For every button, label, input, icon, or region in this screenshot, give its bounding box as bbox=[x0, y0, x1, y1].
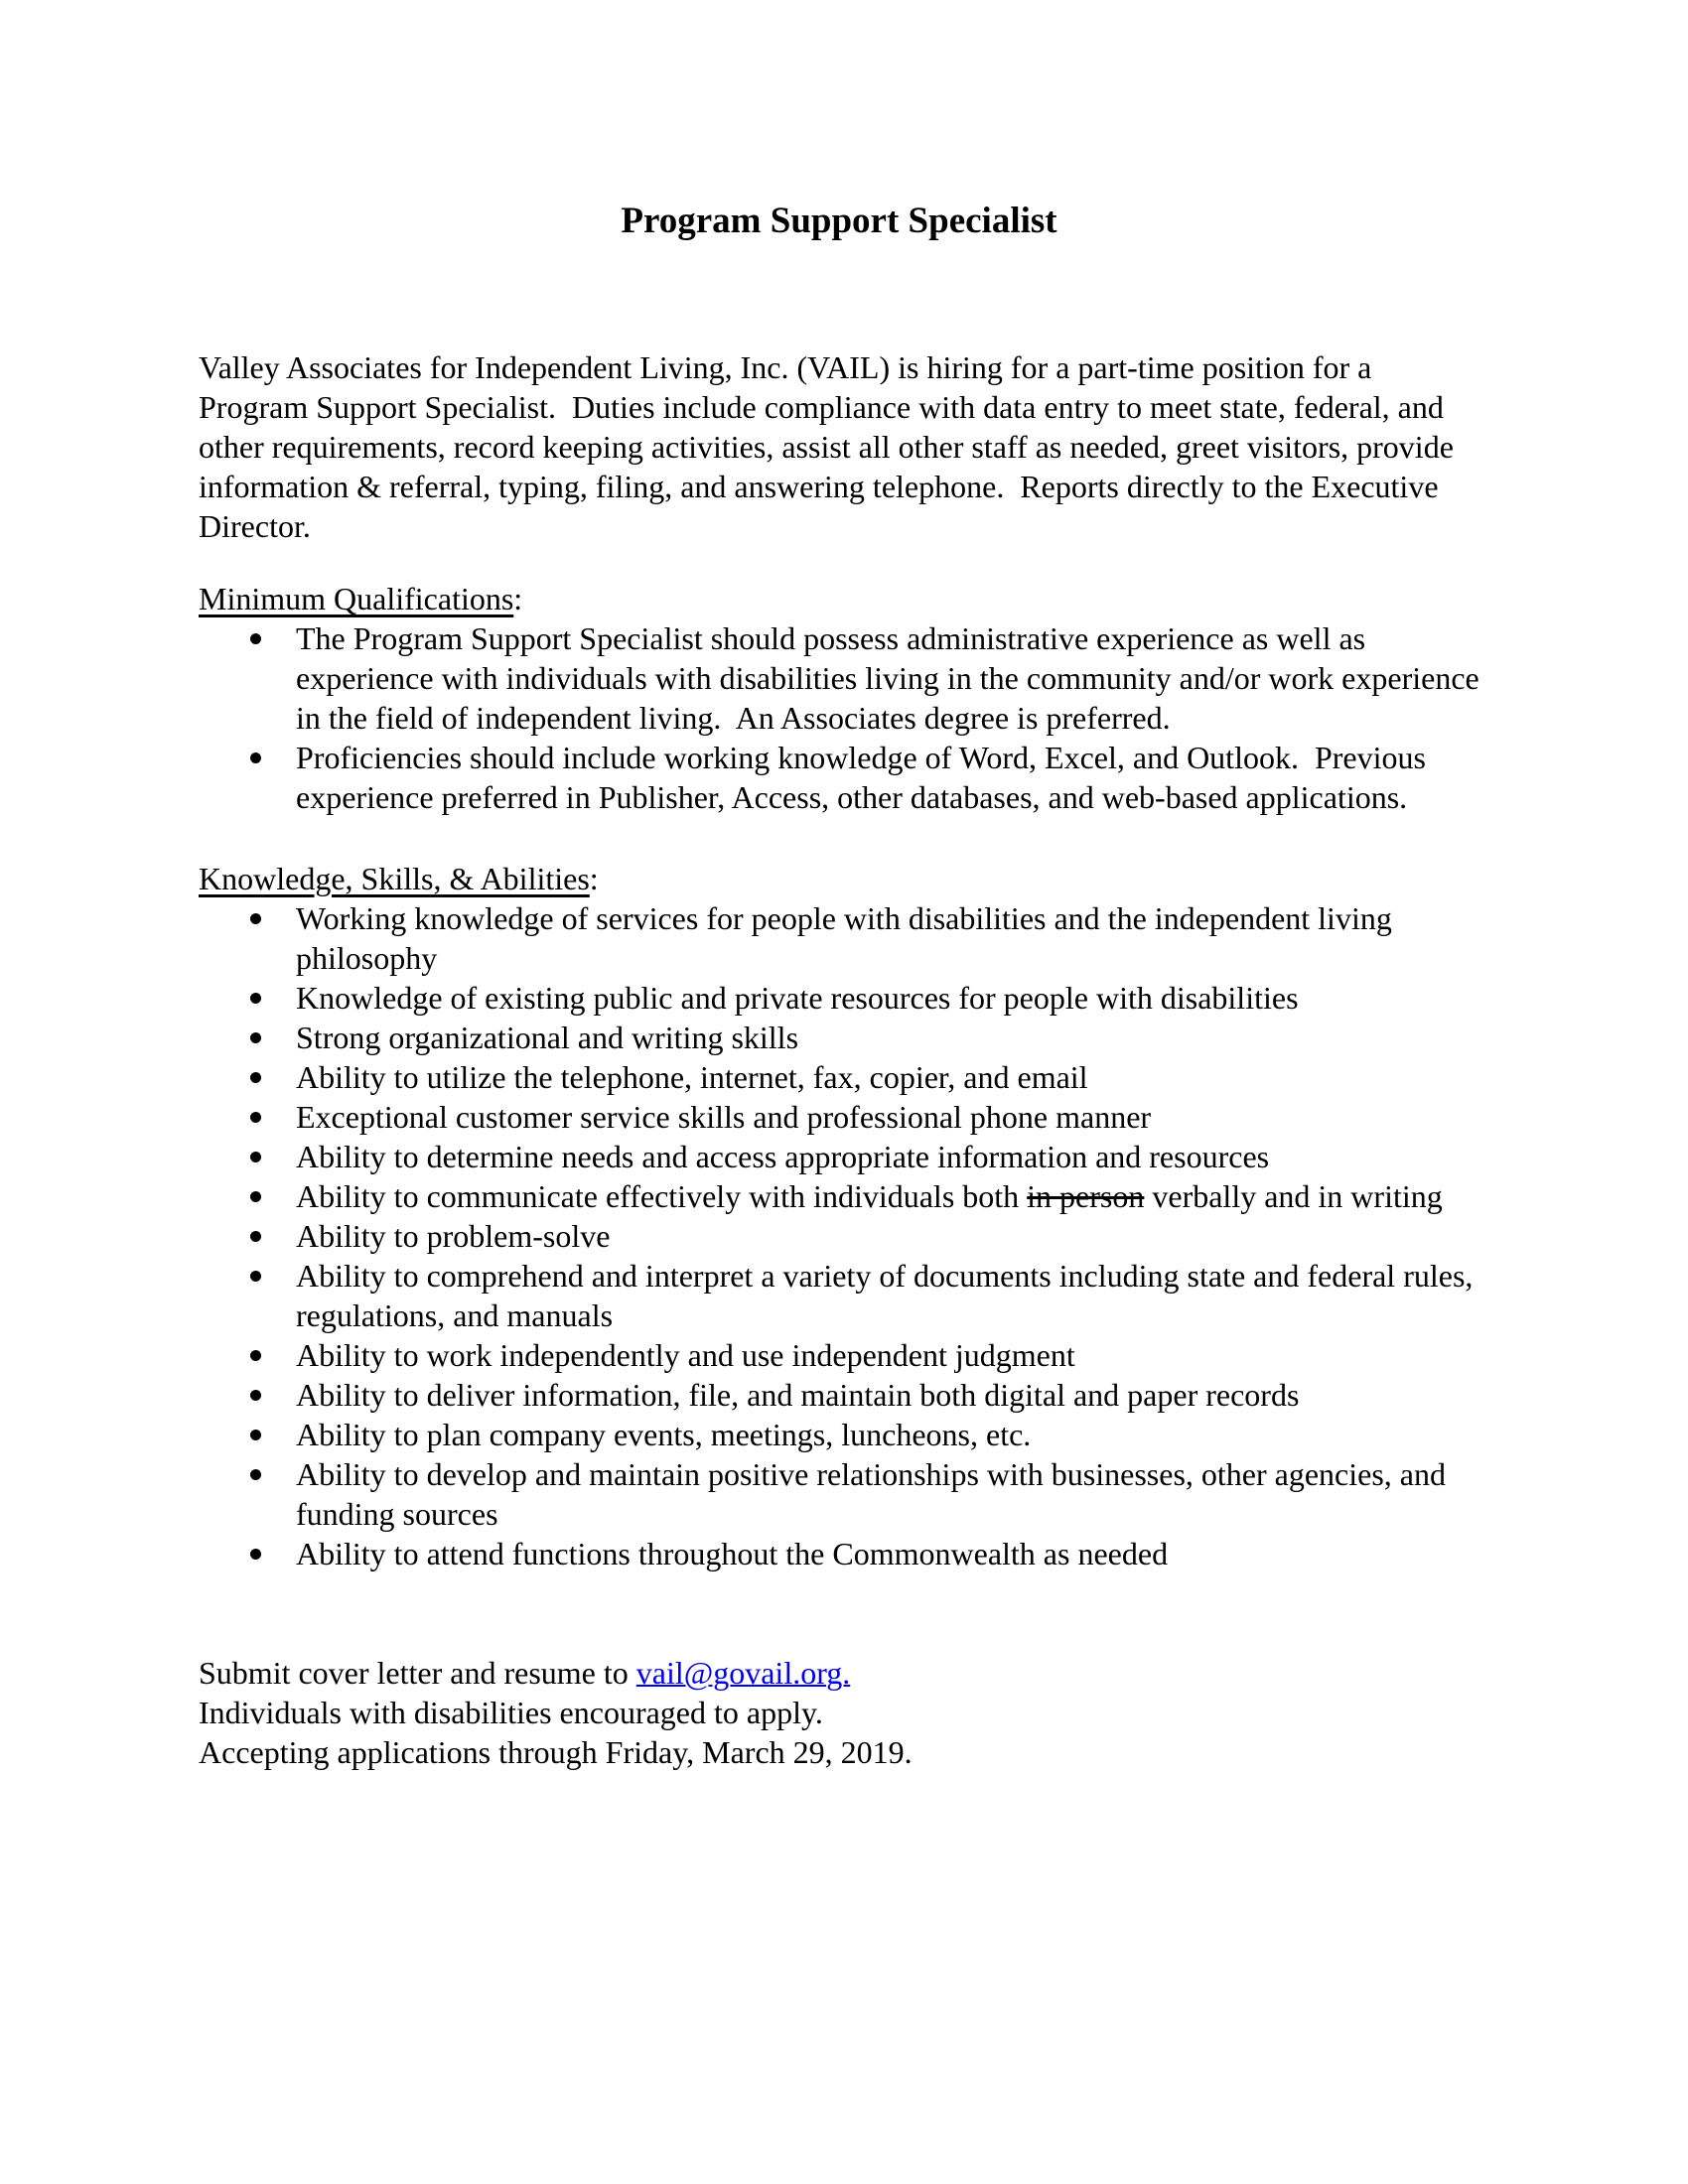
text-segment: The Program Support Specialist should possess administrative experience as well as experience with individuals with disabilities living in the community and/or work experience in the field of independent living. An Associates degree is preferred. bbox=[296, 620, 1487, 736]
text-segment: verbally and in writing bbox=[1144, 1178, 1443, 1214]
text-segment: Exceptional customer service skills and professional phone manner bbox=[296, 1099, 1152, 1135]
bullet-icon bbox=[250, 1112, 261, 1123]
bullet-text bbox=[296, 740, 1434, 815]
text-segment: Strong organizational and writing skills bbox=[296, 1020, 799, 1055]
bullet-icon bbox=[250, 1549, 261, 1560]
list-item bbox=[199, 1454, 1479, 1534]
bullet-text bbox=[296, 1258, 1480, 1333]
list-item bbox=[199, 1375, 1479, 1415]
section-heading-text: Minimum Qualifications bbox=[199, 581, 514, 616]
bullet-icon bbox=[250, 1072, 261, 1083]
text-segment: Ability to deliver information, file, and maintain both digital and paper records bbox=[296, 1377, 1300, 1413]
text-segment: Ability to work independently and use independent judgment bbox=[296, 1337, 1075, 1373]
bullet-text bbox=[296, 620, 1487, 736]
list-item bbox=[199, 898, 1479, 978]
intro-paragraph: Valley Associates for Independent Living, Inc. (VAIL) is hiring for a part-time position for a Program Support Specialist. Duties include compliance with data entry to meet state, federal, and other requirements, record keeping activities, assist all other staff as needed, greet visitors, provide information & referral, typing, filing, and answering telephone. Reports directly to the Executive Director. bbox=[199, 349, 1462, 544]
section-heading-text: Knowledge, Skills, & Abilities bbox=[199, 861, 590, 896]
list-item bbox=[199, 738, 1479, 817]
text-segment: Ability to plan company events, meetings, luncheons, etc. bbox=[296, 1417, 1032, 1452]
list-item bbox=[199, 1097, 1479, 1137]
bullet-icon bbox=[250, 1430, 261, 1440]
bullet-icon bbox=[250, 993, 261, 1004]
bullet-icon bbox=[250, 1032, 261, 1043]
list-item bbox=[199, 618, 1487, 738]
submit-line-text: Submit cover letter and resume to bbox=[199, 1655, 636, 1691]
section-heading bbox=[199, 579, 1479, 618]
list-item bbox=[199, 1534, 1479, 1573]
bullet-icon bbox=[250, 1271, 261, 1282]
list-item bbox=[199, 1057, 1479, 1097]
list-item bbox=[199, 1415, 1479, 1454]
list-item bbox=[199, 978, 1479, 1018]
list-item bbox=[199, 1335, 1479, 1375]
text-segment: Proficiencies should include working knowledge of Word, Excel, and Outlook. Previous experience preferred in Publisher, Access, other databases, and web-based applications. bbox=[296, 740, 1434, 815]
disabilities-encouraged-line: Individuals with disabilities encouraged to apply. bbox=[199, 1695, 823, 1730]
bullet-list bbox=[199, 898, 1479, 1573]
bullet-text bbox=[296, 1139, 1269, 1174]
struck-text: in person bbox=[1027, 1178, 1145, 1214]
bullet-text bbox=[296, 1417, 1031, 1452]
bullet-text bbox=[296, 1178, 1443, 1214]
list-item bbox=[199, 1137, 1479, 1176]
bullet-list bbox=[199, 618, 1487, 817]
section-heading bbox=[199, 859, 1479, 898]
text-segment: Ability to communicate effectively with individuals both bbox=[296, 1178, 1028, 1214]
text-segment: Working knowledge of services for people with disabilities and the independent living philosophy bbox=[296, 900, 1400, 976]
bullet-icon bbox=[250, 1390, 261, 1401]
text-segment: Ability to problem-solve bbox=[296, 1218, 611, 1254]
closing-block bbox=[199, 1653, 1479, 1772]
bullet-text bbox=[296, 1456, 1454, 1532]
bullet-icon bbox=[250, 1350, 261, 1361]
text-segment: Ability to comprehend and interpret a variety of documents including state and federal rules, regulations, and manuals bbox=[296, 1258, 1481, 1333]
bullet-text bbox=[296, 1099, 1151, 1135]
bullet-text bbox=[296, 900, 1400, 976]
submit-line bbox=[199, 1653, 1479, 1693]
text-segment: Ability to utilize the telephone, internet, fax, copier, and email bbox=[296, 1059, 1088, 1095]
list-item bbox=[199, 1216, 1479, 1256]
bullet-icon bbox=[250, 1152, 261, 1162]
bullet-text bbox=[296, 1377, 1299, 1413]
bullet-icon bbox=[250, 633, 261, 644]
bullet-text bbox=[296, 1020, 798, 1055]
text-segment: Knowledge of existing public and private resources for people with disabilities bbox=[296, 980, 1299, 1016]
bullet-icon bbox=[250, 1469, 261, 1480]
list-item bbox=[199, 1176, 1479, 1216]
bullet-text bbox=[296, 980, 1299, 1016]
bullet-icon bbox=[250, 752, 261, 763]
section-minimum-qualifications bbox=[199, 579, 1487, 817]
section-heading-colon: : bbox=[589, 861, 599, 896]
section-knowledge-skills-abilities bbox=[199, 859, 1479, 1573]
bullet-text bbox=[296, 1059, 1088, 1095]
page-title: Program Support Specialist bbox=[621, 201, 1057, 241]
bullet-icon bbox=[250, 1231, 261, 1242]
text-segment: Ability to determine needs and access appropriate information and resources bbox=[296, 1139, 1270, 1174]
email-link[interactable]: vail@govail.org. bbox=[635, 1655, 851, 1691]
text-segment: Ability to develop and maintain positive relationships with businesses, other agencies, and funding sources bbox=[296, 1456, 1454, 1532]
bullet-text bbox=[296, 1337, 1075, 1373]
application-deadline-line: Accepting applications through Friday, March 29, 2019. bbox=[199, 1734, 913, 1770]
list-item bbox=[199, 1256, 1479, 1335]
bullet-icon bbox=[250, 1191, 261, 1202]
list-item bbox=[199, 1018, 1479, 1057]
section-heading-colon: : bbox=[513, 581, 523, 616]
bullet-text bbox=[296, 1218, 610, 1254]
text-segment: Ability to attend functions throughout the Commonwealth as needed bbox=[296, 1536, 1169, 1571]
bullet-text bbox=[296, 1536, 1168, 1571]
bullet-icon bbox=[250, 913, 261, 924]
